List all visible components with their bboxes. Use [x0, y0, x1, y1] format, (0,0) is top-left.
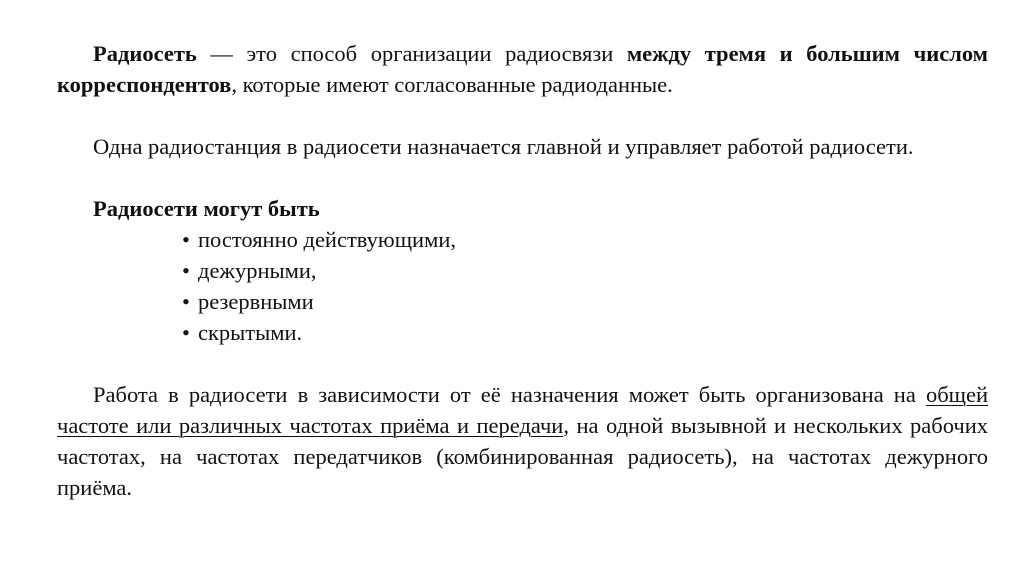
bullet-icon: • [182, 227, 190, 252]
list-item [182, 317, 988, 348]
paragraph-gap [57, 348, 988, 379]
list-item [182, 224, 988, 255]
list-item-text: скрытыми. [198, 320, 303, 345]
paragraph-radio-network-definition [57, 38, 988, 100]
organization-underlined-phrase: общей частоте или различных частотах приёма и передачи [57, 382, 988, 438]
types-list [57, 224, 988, 348]
paragraph-main-station: Одна радиостанция в радиосети назначается главной и управляет работой радиосети. [93, 134, 914, 159]
definition-bold-phrase: между тремя и большим числом корреспондентов [57, 41, 988, 97]
bullet-icon: • [182, 258, 190, 283]
term-radio-network: Радиосеть [93, 41, 197, 66]
definition-text-part1: — это способ организации радиосвязи [196, 41, 627, 66]
list-item [182, 286, 988, 317]
organization-text-part1: Работа в радиосети в зависимости от её назначения может быть организована на [93, 382, 926, 407]
list-item-text: дежурными, [198, 258, 317, 283]
list-item-text: резервными [198, 289, 314, 314]
definition-text-part2: , которые имеют согласованные радиоданные. [231, 72, 673, 97]
types-heading: Радиосети могут быть [93, 196, 320, 221]
bullet-icon: • [182, 289, 190, 314]
bullet-icon: • [182, 320, 190, 345]
list-item-text: постоянно действующими, [198, 227, 456, 252]
document-page [57, 38, 988, 503]
paragraph-gap [57, 100, 988, 131]
paragraph-work-organization [57, 379, 988, 503]
list-item [182, 255, 988, 286]
paragraph-gap [57, 162, 988, 193]
organization-text-part2: , на одной вызывной и нескольких рабочих частотах, на частотах передатчиков (комбинированная радиосеть), на частотах дежурного приёма. [57, 413, 989, 500]
